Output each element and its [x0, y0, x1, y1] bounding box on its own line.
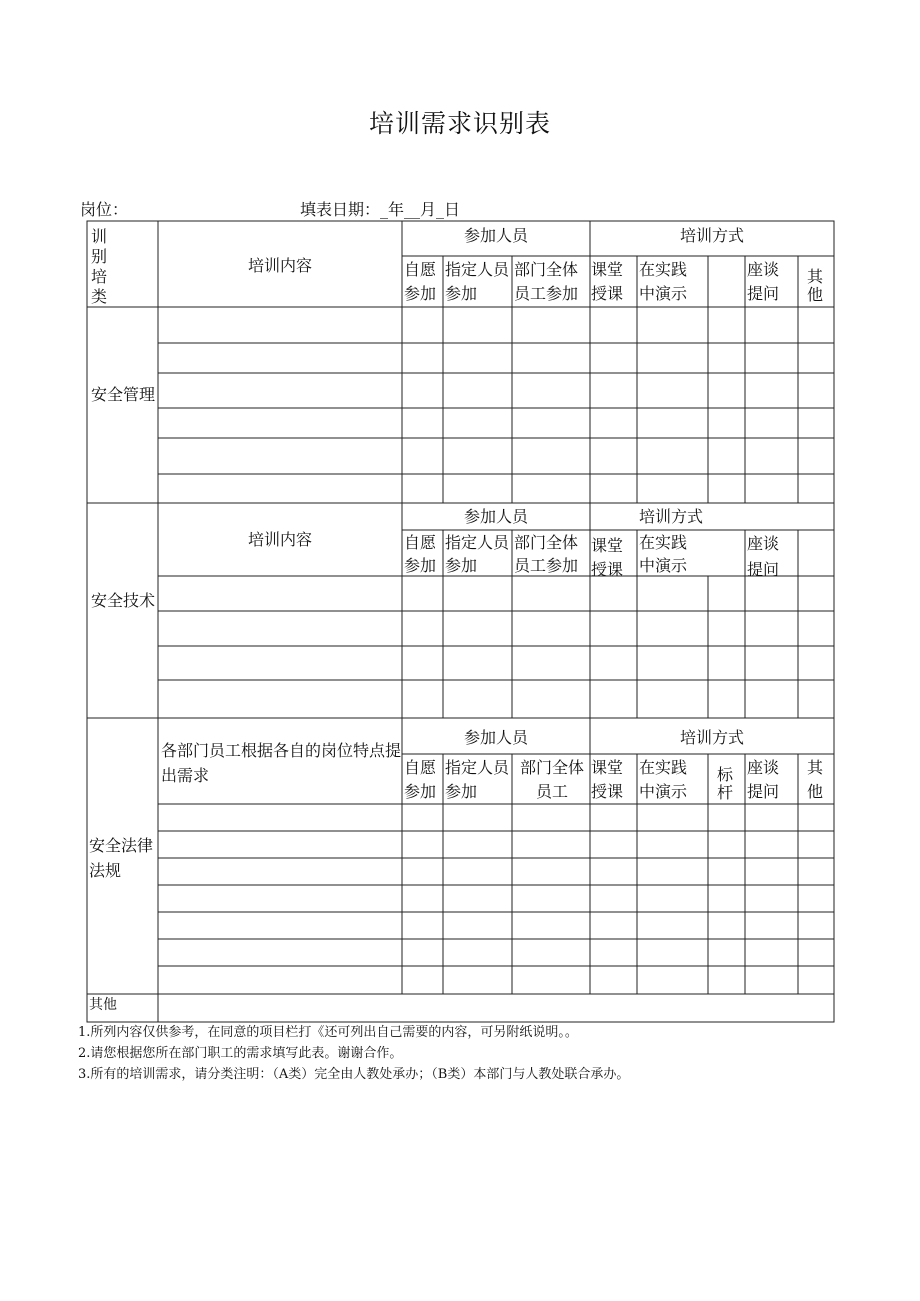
all-staff-header-3: 部门全体员工 — [519, 758, 584, 801]
notes — [78, 1022, 629, 1085]
law-content-header: 各部门员工根据各自的岗位特点提出需求 — [161, 741, 401, 785]
participants-header: 参加人员 — [463, 226, 528, 245]
section-label-safety-tech: 安全技术 — [90, 591, 155, 610]
designated-header-3: 指定人员参加 — [445, 758, 510, 801]
method-header: 培训方式 — [679, 226, 744, 245]
participants-header-2: 参加人员 — [463, 507, 528, 526]
note-3: 3.所有的培训需求，请分类注明：（A类）完全由人教处承办；（B类）本部门与人教处联合承办。 — [78, 1067, 630, 1082]
method-header-2: 培训方式 — [639, 507, 704, 526]
all-staff-header: 部门全体员工参加 — [514, 260, 579, 303]
other-header: 其他 — [806, 268, 823, 304]
lecture-header-2: 课堂授课 — [591, 536, 624, 576]
benchmark-header: 标杆 — [716, 766, 733, 802]
volunteer-header: 自愿参加 — [404, 260, 437, 303]
practice-header: 在实践中演示 — [639, 260, 688, 303]
practice-header-2: 在实践中演示 — [639, 533, 688, 575]
volunteer-header-3: 自愿参加 — [404, 758, 437, 801]
method-header-3: 培训方式 — [679, 728, 744, 747]
lecture-header: 课堂授课 — [591, 260, 624, 303]
discussion-header-3: 座谈提问 — [747, 758, 780, 801]
content-header-2: 培训内容 — [247, 530, 312, 549]
designated-header: 指定人员参加 — [445, 260, 510, 303]
all-staff-header-2: 部门全体员工参加 — [514, 533, 579, 575]
practice-header-3: 在实践中演示 — [639, 758, 688, 801]
other-row-label: 其他 — [89, 997, 117, 1013]
discussion-header: 座谈提问 — [747, 260, 780, 303]
section-label-safety-law: 安全法律法规 — [89, 836, 154, 880]
section-label-safety-mgmt: 安全管理 — [90, 385, 155, 404]
discussion-header-2: 座谈提问 — [747, 534, 780, 576]
participants-header-3: 参加人员 — [463, 728, 528, 747]
volunteer-header-2: 自愿参加 — [404, 533, 437, 575]
category-header: 训别培类 — [91, 227, 108, 306]
position-label: 岗位： — [80, 200, 129, 219]
designated-header-2: 指定人员参加 — [445, 533, 510, 575]
lecture-header-3: 课堂授课 — [591, 758, 624, 801]
note-1: 1.所列内容仅供参考，在同意的项目栏打《还可列出自己需要的内容，可另附纸说明。。 — [78, 1025, 578, 1040]
page-title: 培训需求识别表 — [368, 109, 551, 138]
note-2: 2.请您根据您所在部门职工的需求填写此表。谢谢合作。 — [78, 1046, 403, 1061]
content-header: 培训内容 — [247, 256, 312, 275]
other-header-3: 其他 — [806, 758, 823, 801]
date-label: 填表日期：_年__月_日 — [300, 200, 461, 219]
